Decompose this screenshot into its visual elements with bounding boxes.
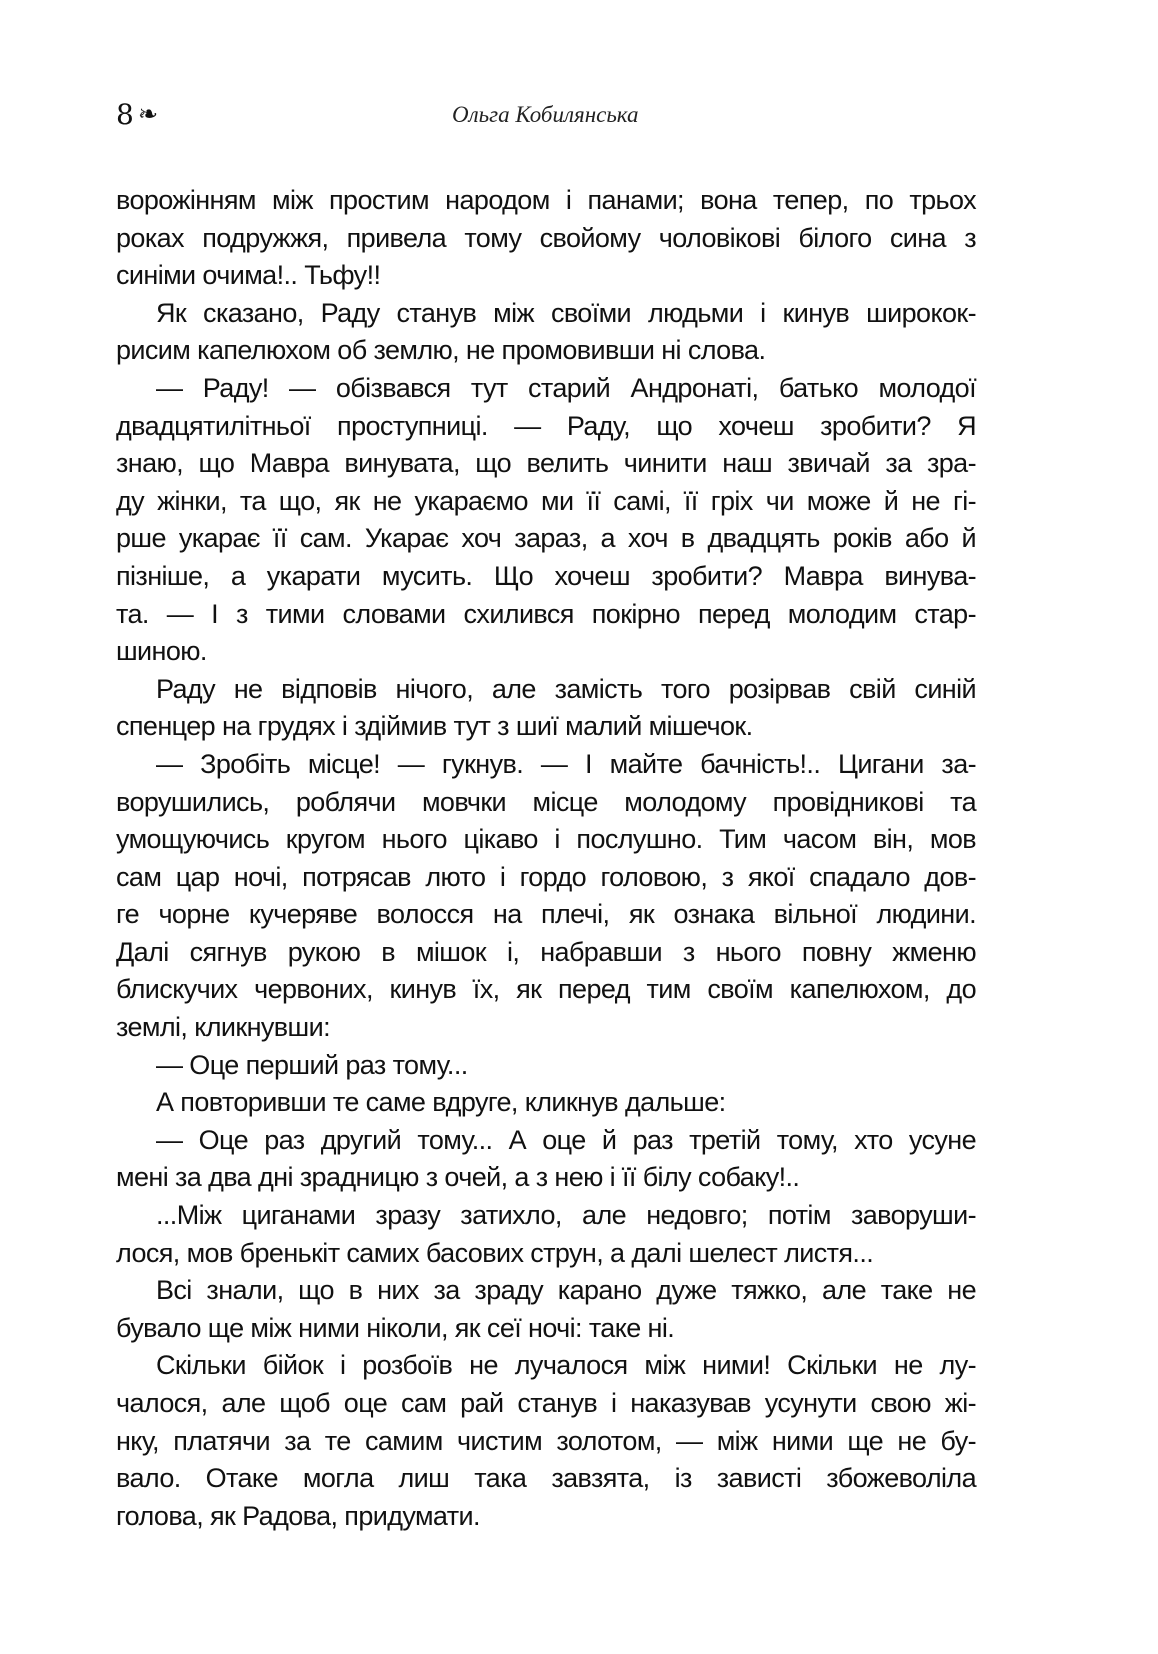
body-text [116, 182, 976, 1535]
text-line: Всі знали, що в них за зраду карано дуже тяжко, але таке не [156, 1275, 976, 1306]
page-number: 8 [116, 98, 134, 131]
page-header [116, 98, 976, 138]
text-line: — Раду! — обізвався тут старий Андронаті, батько молодої [156, 372, 976, 403]
fleuron-ornament-icon: ❧ [138, 100, 159, 128]
text-line: та. — І з тими словами схилився покірно перед молодим стар- [116, 598, 976, 629]
text-line: Раду не відповів нічого, але замість того розірвав свій синій [156, 673, 976, 704]
text-line: нку, платячи за те самим чистим золотом, — між ними ще не бу- [116, 1425, 976, 1456]
text-line: — Оце перший раз тому... [156, 1049, 468, 1080]
running-head-author: Ольга Кобилянська [452, 102, 639, 127]
text-line: — Зробіть місце! — гукнув. — І майте бачність!.. Цигани за- [156, 748, 976, 779]
text-line: блискучих червоних, кинув їх, як перед тим своїм капелюхом, до [116, 974, 976, 1005]
text-line: ду жінки, та що, як не укараємо ми її самі, її гріх чи може й не гі- [116, 485, 976, 516]
text-line: ворожінням між простим народом і панами; вона тепер, по трьох [116, 185, 976, 215]
text-line: двадцятилітньої проступниці. — Раду, що хочеш зробити? Я [116, 410, 976, 441]
text-line: рисим капелюхом об землю, не промовивши ні слова. [116, 335, 766, 366]
text-line: А повторивши те саме вдруге, кликнув дальше: [156, 1087, 726, 1118]
text-line: ге чорне кучеряве волосся на плечі, як ознака вільної людини. [116, 899, 976, 930]
text-line: синіми очима!.. Тьфу!! [116, 260, 381, 291]
text-line: знаю, що Мавра винувата, що велить чинити наш звичай за зра- [116, 448, 976, 479]
text-line: ворушились, роблячи мовчки місце молодому провідникові та [116, 786, 976, 817]
text-line: голова, як Радова, придумати. [116, 1500, 480, 1531]
text-line: бувало ще між ними ніколи, як сеї ночі: таке ні. [116, 1312, 675, 1343]
text-line: Скільки бійок і розбоїв не лучалося між ними! Скільки не лу- [156, 1350, 976, 1381]
text-line: Далі сягнув рукою в мішок і, набравши з нього повну жменю [116, 936, 976, 967]
text-line: Як сказано, Раду станув між своїми людьми і кинув широкок- [156, 297, 976, 328]
text-line: шиною. [116, 636, 207, 667]
text-line: чалося, але щоб оце сам рай станув і наказував усунути свою жі- [116, 1388, 976, 1418]
text-line: умощуючись кругом нього цікаво і послушно. Тим часом він, мов [116, 824, 976, 855]
text-line: сам цар ночі, потрясав люто і гордо головою, з якої спадало дов- [116, 861, 976, 892]
text-line: мені за два дні зрадницю з очей, а з нею і її білу собаку!.. [116, 1162, 800, 1193]
text-line: ...Між циганами зразу затихло, але недовго; потім заворуши- [156, 1200, 976, 1231]
text-line: вало. Отаке могла лиш така завзята, із зависті збожеволіла [116, 1463, 976, 1494]
text-line: роках подружжя, привела тому свойому чоловікові білого сина з [116, 222, 976, 253]
text-line: рше укарає її сам. Укарає хоч зараз, а хоч в двадцять років або й [116, 523, 976, 554]
text-line: — Оце раз другий тому... А оце й раз третій тому, хто усуне [156, 1124, 976, 1155]
text-line: спенцер на грудях і здіймив тут з шиї малий мішечок. [116, 711, 753, 742]
text-line: пізніше, а укарати мусить. Що хочеш зробити? Мавра винува- [116, 560, 976, 591]
text-line: землі, кликнувши: [116, 1012, 330, 1043]
text-line: лося, мов бренькіт самих басових струн, а далі шелест листя... [116, 1237, 874, 1268]
